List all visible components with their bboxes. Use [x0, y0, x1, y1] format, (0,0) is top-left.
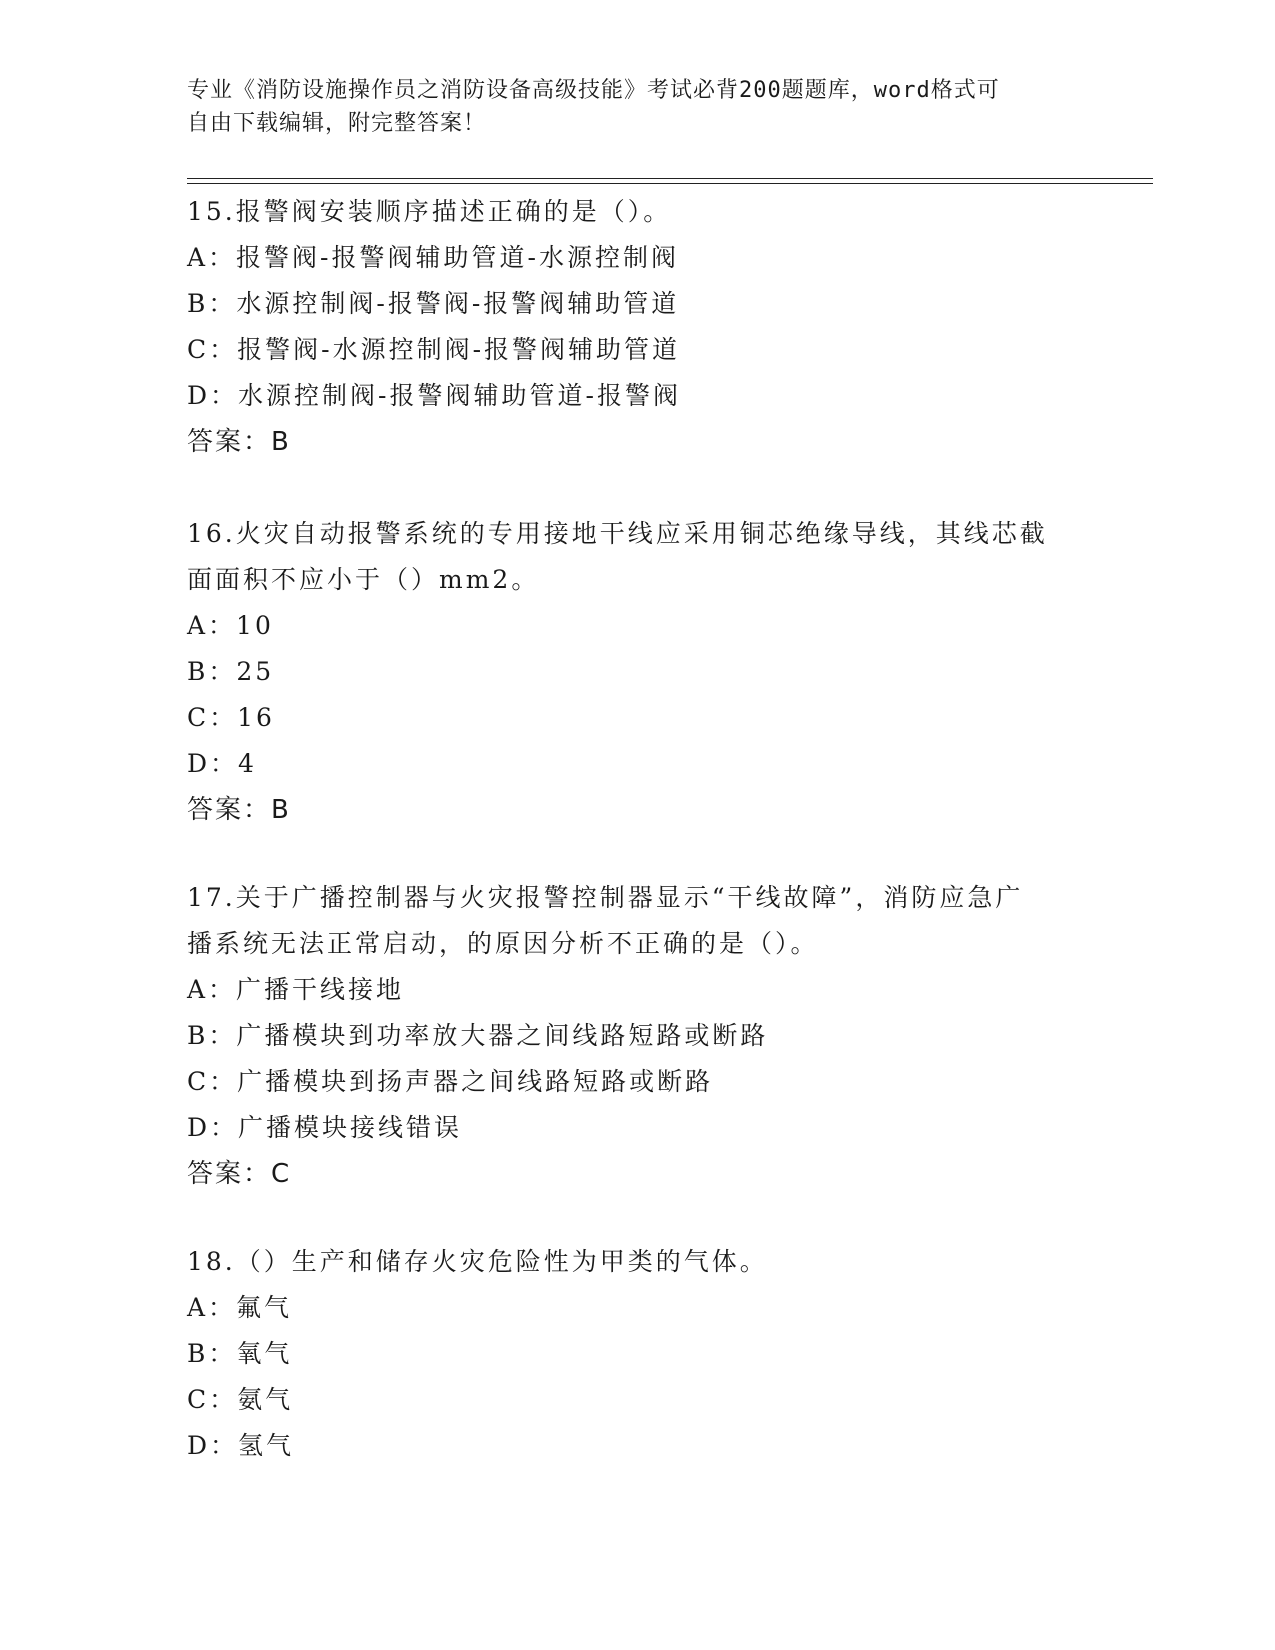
option-b: B：水源控制阀-报警阀-报警阀辅助管道	[187, 289, 680, 318]
option-b: B：氧气	[187, 1339, 293, 1368]
question-stem: 18.（）生产和储存火灾危险性为甲类的气体。	[187, 1247, 768, 1276]
option-b: B：广播模块到功率放大器之间线路短路或断路	[187, 1021, 769, 1050]
option-c: C：氨气	[187, 1385, 294, 1414]
question-stem: 面面积不应小于（）mm2。	[187, 565, 540, 594]
option-c: C：报警阀-水源控制阀-报警阀辅助管道	[187, 335, 681, 364]
question-17	[187, 875, 1087, 1197]
header-divider	[187, 183, 1153, 184]
question-stem: 15.报警阀安装顺序描述正确的是（）。	[187, 197, 672, 226]
question-16	[187, 511, 1087, 833]
question-stem: 17.关于广播控制器与火灾报警控制器显示“干线故障”，消防应急广	[187, 883, 1024, 912]
option-d: D：氢气	[187, 1431, 295, 1460]
header-line: 专业《消防设施操作员之消防设备高级技能》考试必背200题题库，word格式可	[187, 78, 1000, 103]
option-c: C：广播模块到扬声器之间线路短路或断路	[187, 1067, 714, 1096]
option-a: A：10	[187, 611, 274, 640]
header-divider	[187, 178, 1153, 179]
answer: 答案：B	[187, 427, 291, 457]
option-a: A：氟气	[187, 1293, 293, 1322]
option-b: B：25	[187, 657, 275, 686]
question-18	[187, 1239, 1087, 1469]
question-15	[187, 189, 1087, 465]
answer: 答案：B	[187, 795, 291, 825]
question-stem: 16.火灾自动报警系统的专用接地干线应采用铜芯绝缘导线，其线芯截	[187, 519, 1048, 548]
option-d: D：水源控制阀-报警阀辅助管道-报警阀	[187, 381, 681, 410]
answer: 答案：C	[187, 1159, 292, 1189]
option-a: A：报警阀-报警阀辅助管道-水源控制阀	[187, 243, 679, 272]
option-d: D：广播模块接线错误	[187, 1113, 463, 1142]
option-d: D：4	[187, 749, 257, 778]
document-header	[187, 74, 1087, 140]
question-stem: 播系统无法正常启动，的原因分析不正确的是（）。	[187, 929, 819, 958]
option-a: A：广播干线接地	[187, 975, 405, 1004]
option-c: C：16	[187, 703, 275, 732]
header-line: 自由下载编辑，附完整答案！	[187, 111, 487, 136]
